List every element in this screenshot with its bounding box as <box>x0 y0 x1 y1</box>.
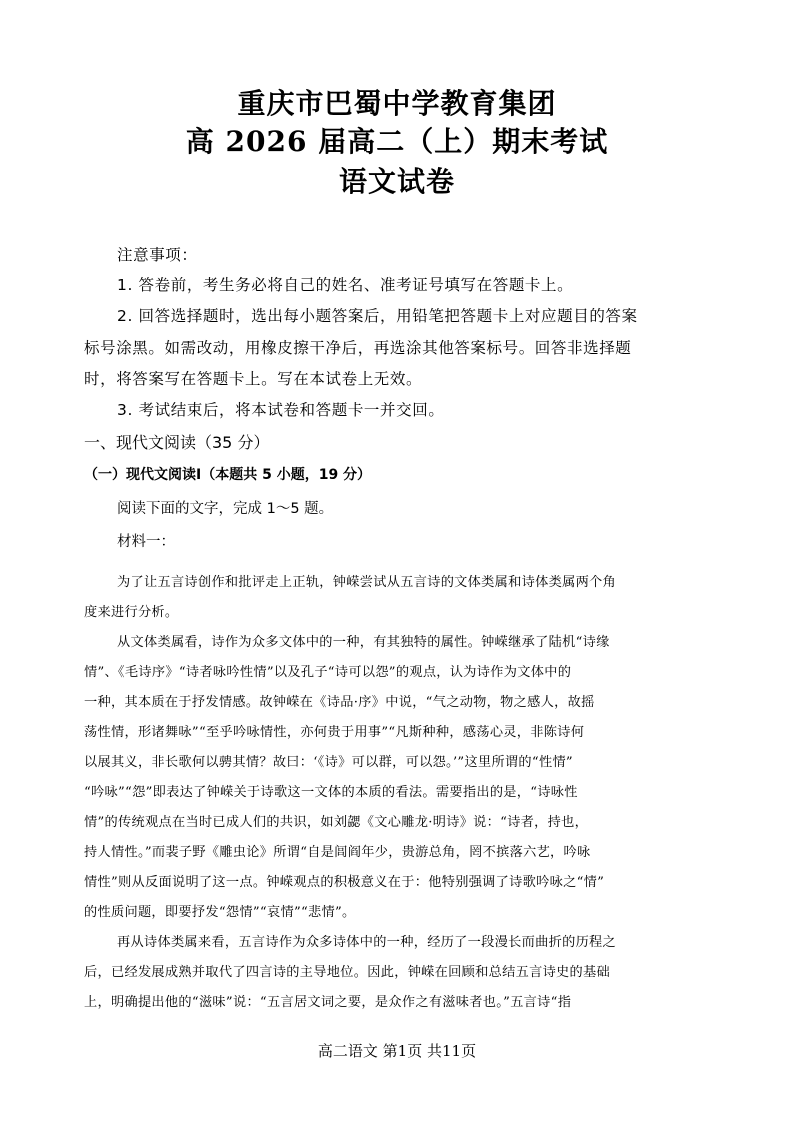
passage-line: 持人情性。”而裴子野《雕虫论》所谓“自是闾阎年少，贵游总角，罔不摈落六艺，吟咏 <box>84 845 591 860</box>
sub-section-heading: （一）现代文阅读Ⅰ（本题共 5 小题，19 分） <box>84 467 372 483</box>
passage-line: 度来进行分析。 <box>84 605 179 620</box>
passage-line: 再从诗体类属来看，五言诗作为众多诗体中的一种，经历了一段漫长而曲折的历程之 <box>117 935 617 950</box>
notice-line: 标号涂黑。如需改动，用橡皮擦干净后，再选涂其他答案标号。回答非选择题 <box>84 339 632 357</box>
passage-line: 为了让五言诗创作和批评走上正轨，钟嵘尝试从五言诗的文体类属和诗体类属两个角 <box>117 575 617 590</box>
subject-title: 语文试卷 <box>338 165 455 198</box>
passage-line: “吟咏”“怨”即表达了钟嵘关于诗歌这一文体的本质的看法。需要指出的是，“诗咏性 <box>84 785 578 800</box>
page-number: 高二语文 第1页 共11页 <box>317 1042 477 1060</box>
passage-line: 的性质问题，即要抒发“怨情”“哀情”“悲情”。 <box>84 905 356 920</box>
instruction-text: 阅读下面的文字，完成 1～5 题。 <box>117 501 334 517</box>
passage-line: 上，明确提出他的“滋味”说：“五言居文词之要，是众作之有滋味者也。”五言诗“指 <box>84 995 572 1010</box>
notice-line: 1. 答卷前，考生务必将自己的姓名、准考证号填写在答题卡上。 <box>117 276 574 294</box>
passage-line: 一种，其本质在于抒发情感。故钟嵘在《诗品·序》中说，“气之动物，物之感人，故摇 <box>84 695 595 710</box>
passage-line: 情”、《毛诗序》“诗者咏吟性情”以及孔子“诗可以怨”的观点，认为诗作为文体中的 <box>84 665 572 680</box>
passage-line: 情”的传统观点在当时已成人们的共识，如刘勰《文心雕龙·明诗》说：“诗者，持也， <box>84 815 589 830</box>
passage-line: 情性”则从反面说明了这一点。钟嵘观点的积极意义在于：他特别强调了诗歌吟咏之“情” <box>84 875 605 890</box>
school-title: 重庆市巴蜀中学教育集团 <box>237 87 557 120</box>
section-heading: 一、现代文阅读（35 分） <box>84 433 270 452</box>
passage-line: 后，已经发展成熟并取代了四言诗的主导地位。因此，钟嵘在回顾和总结五言诗史的基础 <box>84 965 611 980</box>
notice-line: 2. 回答选择题时，选出每小题答案后，用铅笔把答题卡上对应题目的答案 <box>117 307 638 325</box>
passage-line: 以展其义，非长歌何以骋其情？故曰：‘《诗》可以群，可以怨。’”这里所谓的“性情” <box>84 755 573 770</box>
notice-heading: 注意事项： <box>117 246 198 264</box>
notice-line: 时，将答案写在答题卡上。写在本试卷上无效。 <box>84 370 423 388</box>
exam-title: 高 2026 届高二（上）期末考试 <box>185 125 609 158</box>
notice-line: 3. 考试结束后，将本试卷和答题卡一并交回。 <box>117 401 445 419</box>
material-label: 材料一： <box>117 534 175 550</box>
passage-line: 从文体类属看，诗作为众多文体中的一种，有其独特的属性。钟嵘继承了陆机“诗缘 <box>117 635 610 650</box>
passage-line: 荡性情，形诸舞咏”“至乎吟咏情性，亦何贵于用事”“凡斯种种，感荡心灵，非陈诗何 <box>84 725 585 740</box>
